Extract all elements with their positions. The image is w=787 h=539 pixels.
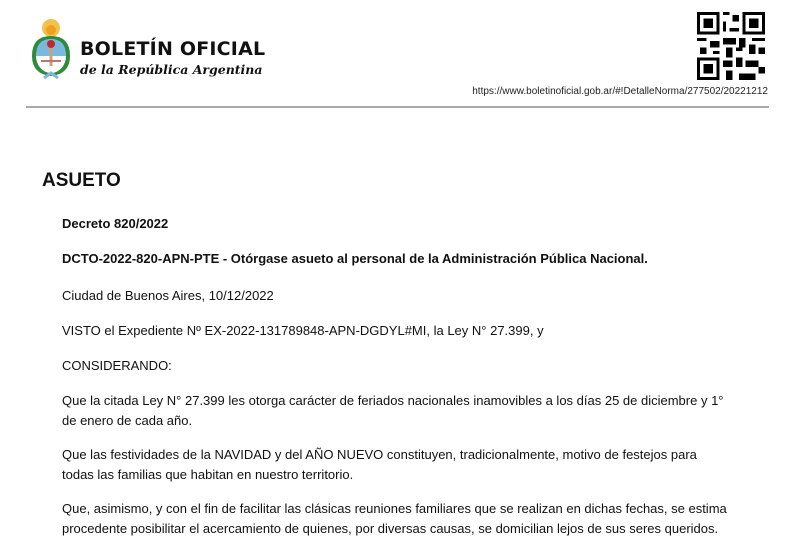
considerando-heading: CONSIDERANDO: bbox=[62, 358, 172, 373]
place-date: Ciudad de Buenos Aires, 10/12/2022 bbox=[62, 288, 274, 303]
decree-summary: DCTO-2022-820-APN-PTE - Otórgase asueto al personal de la Administración Pública Nacional. bbox=[62, 251, 648, 266]
qr-code bbox=[697, 12, 765, 80]
paragraph: Que las festividades de la NAVIDAD y del AÑO NUEVO constituyen, tradicionalmente, motivo de festejos para todas las familias que habitan en nuestro territorio. bbox=[62, 447, 697, 482]
coat-of-arms-logo bbox=[26, 16, 76, 86]
decree-number: Decreto 820/2022 bbox=[62, 216, 169, 231]
brand-subtitle: de la República Argentina bbox=[80, 62, 263, 77]
paragraph: Que, asimismo, y con el fin de facilitar las clásicas reuniones familiares que se realizan en dichas fechas, se estima procedente posibilitar el acercamiento de quienes, por diversas causas, se domicilian lejos de sus seres queridos. bbox=[62, 501, 727, 536]
norma-url-link[interactable]: https://www.boletinoficial.gob.ar/#!DetalleNorma/277502/20221212 bbox=[472, 86, 768, 97]
visto-paragraph: VISTO el Expediente Nº EX-2022-131789848-APN-DGDYL#MI, la Ley N° 27.399, y bbox=[62, 323, 544, 338]
section-title: ASUETO bbox=[42, 170, 121, 191]
header-divider bbox=[26, 106, 769, 108]
brand-title: BOLETÍN OFICIAL bbox=[80, 38, 266, 60]
paragraph: Que la citada Ley N° 27.399 les otorga carácter de feriados nacionales inamovibles a los días 25 de diciembre y 1° de enero de cada año. bbox=[62, 393, 724, 428]
